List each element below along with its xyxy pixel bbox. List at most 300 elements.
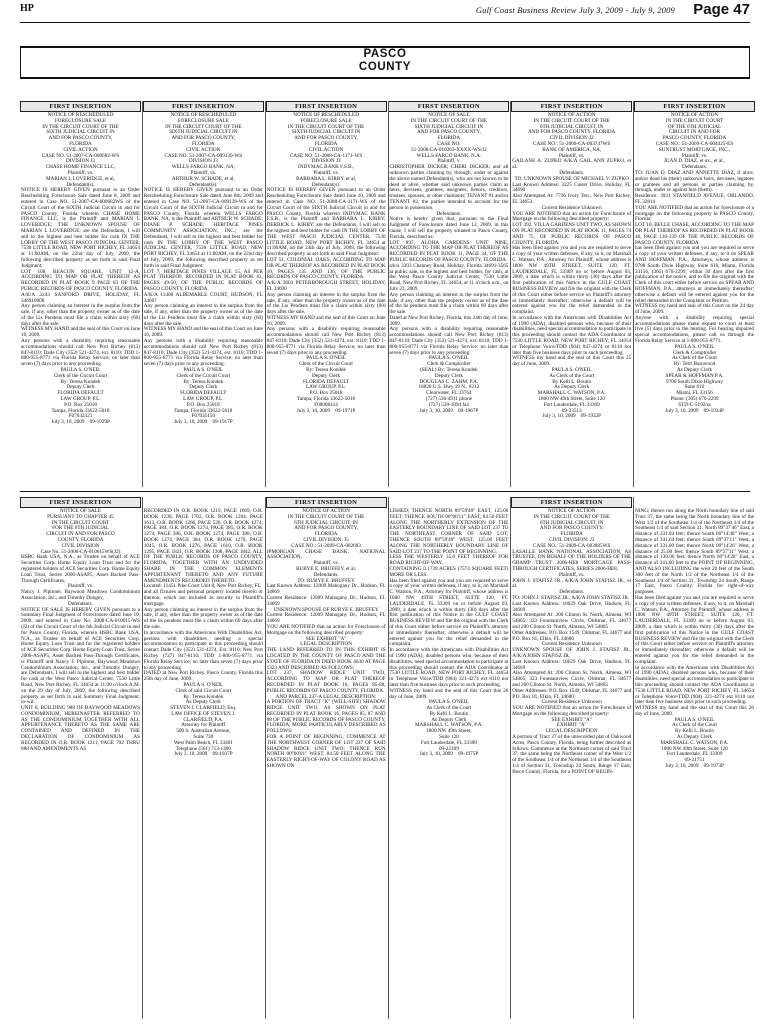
notice-line: As Deputy Clerk <box>185 699 221 706</box>
notice-line: NOTICE OF ACTION <box>302 508 350 514</box>
notice-line: (727) 536-4911 phone <box>425 396 472 403</box>
notice-line: Current Residence Unknown <box>541 204 602 211</box>
notice-line: COUNTY, FLORIDA <box>57 536 104 543</box>
notice-line: By: Teresa Kondek <box>60 378 101 385</box>
notice-line: 6TH JUDICIAL CIRCUIT, IN <box>539 123 604 130</box>
header-rule <box>20 22 750 23</box>
notice-line: 1800 NW 49th Street, <box>426 728 472 735</box>
notice-line: AND FOR PASCO COUNTY, FLORIDA <box>527 129 616 136</box>
notice-line: 500 S. Australian Avenue, <box>176 728 231 735</box>
notice-line: Any persons with a disability requiring reasonable accommodations should call New Port Richey (813) 847-8110; Dade City (352) 521-4274, ext. 8110; TDD 1-800-955-8771 via Florida Relay Service; no later than seven (7) days prior to any proceeding. <box>389 326 510 356</box>
notice-line: LOT 108, BEACON SQUARE, UNIT 12-A, ACCORDING TO MAP OR PLAT THEREOF AS RECORDED IN PLAT BOOK 9 PAGE 63 OF THE PUBLIC RECORDS OF PASCO COUNTY, FLORIDA. <box>21 268 142 292</box>
notice-column <box>388 497 509 1019</box>
notice-line: NING; thence run along the North boundary line of said Tract 37, the same being the North boundary line of the West 1/2 of the Southeast 1/4 of the Northeast 1/4 of the Southeast 1/4 of said Section 31, North 89°37'46" East, a distance of 331.04 feet; thence South 00°14'48" West, a distance of 341.64 feet; thence South 89°37'11" West, a distance of 331.00 feet; thence North 00°14'26" West, a distance of 25.00 feet; thence South 89°37'11" West, a distance of 130.00 feet; thence North 00°14'28" East, a distance of 341.60 feet to the POINT OF BEGINNING, AND ALSO INCLUDING the west 20 feet of the South 300 feet of the North 1/2 of the Northeast 1/4 of the Southeast 1/4 of Section 31, Township 24 South, Range 17 East, Pasco County, Florida for right-of-way purposes. <box>635 508 756 596</box>
notice-line: Also Attempted At: 200 Clinton St. North, Almena, WI 54805; 323 Fountainview Circle, Oldsmar, FL 34677 and 200 Clinton St. North, Almena, WI 54805 <box>512 670 633 688</box>
notice-line: has been filed against you and you are required to serve a copy of your written defenses, if any, to it on SPEAR AND HOFFMAN, P.A., Attorneys, whose address is 9700 South Dixie Highway, Suite 610, Miami, Florida 33156, (305) 670-2299, within 30 days after the first publication of the notice, and to file the original with the Clerk of this court either before service on SPEAR AND HOFFMAN, P.A., attorneys or immediately thereafter; otherwise a default will be entered against you for the relief demanded in the Complaint or Petition. <box>635 245 756 304</box>
notice-line: Fort Lauderdale, FL 33309 <box>543 401 600 408</box>
notice-line: Current Residence: 12009 Mahogany Dr., Hudson, FL 34669 <box>266 594 387 607</box>
notice-line: 18820 U.S. Hwy 19 N., #212 <box>418 384 480 391</box>
notice-line: FLORIDA <box>192 140 215 147</box>
notice-line: LESS THE WESTERLY 35.0 FEET THEREOF FOR ROAD RIGHT-OF-WAY. <box>389 554 510 567</box>
notice-line: FORECLOSURE SALE <box>300 117 352 124</box>
column-separator <box>510 101 511 487</box>
notice-line: SIXTH JUDICIAL CIRCUIT IN <box>169 129 238 136</box>
notice-line: Plaintiff, vs. <box>313 169 339 176</box>
notice-line: Plaintiff, vs. <box>558 571 585 578</box>
notice-line: Defendants. <box>436 210 462 217</box>
notice-line: NOTICE OF ACTION <box>547 508 596 514</box>
notice-line: PAULA S. O'NEIL <box>674 343 715 350</box>
notice-line: Nancy J. Pipitone, Baywood Meadows Condominium Association, Inc., and Timothy Dungey, <box>21 589 142 601</box>
notice-line: CIRCUIT IN AND FOR PASCO <box>46 531 115 538</box>
notice-line: PAULA S. O'NEIL <box>551 367 592 374</box>
notice-line: WELLS FARGO BANK, N.A. <box>416 152 482 159</box>
notice-line: Telephone (561) 713-1400 <box>175 745 231 752</box>
notice-body <box>266 112 387 414</box>
notice-line: 1800 NW 49th Street, Suite 120 <box>661 745 728 752</box>
notice-line: FLORIDA <box>437 135 461 142</box>
notice-body <box>143 112 264 426</box>
page-header <box>20 3 750 17</box>
notice-line: AND FOR PASCO COUNTY, <box>417 129 481 136</box>
notice-body <box>634 508 755 770</box>
notice-line: FLORIDA DEFAULT <box>302 378 350 385</box>
notice-line: A portion of Tract 37 of the unrecorded plat of Oakwood Acres, Pasco County, Florida, being further described as follows: Commence at the Northeast corner of said Tract 37, the same being the Northeast corner of the West 1/2 of the Southeast 1/4 of the Northeast 1/4 of the Southeast 1/4 of Section 31, Township 24 South, Range 17 East, Pasco County, Florida, for a POINT OF BEGIN- <box>512 734 633 775</box>
notice-line: PAULA S. O'NEIL <box>183 681 224 688</box>
notice-body <box>634 112 755 414</box>
notice-line: AND PARCEL 237-A LEGAL DESCRIPTION: <box>275 693 377 700</box>
notice-line: CASE NO.: 51-2009-CA-004425-ES <box>655 140 734 147</box>
notice-line: WITNESS my hand and the seal of this Court this 26 day of June, 2009. <box>635 705 756 717</box>
notice-line: LOT 897, ALOHA GARDENS UNIT NINE, ACCORDING TO THE MAP OR PLAT THEREOF AS RECORDED IN PLAT BOOK 11, PAGE 34, OF THE PUBLIC RECORDS OF PASCO COUNTY, FLORIDA. <box>389 239 510 263</box>
notice-line: IN THE CIRCUIT COURT OF THE <box>42 123 119 130</box>
notice-line: ARTHUR W. SCHADE, et al, <box>171 175 235 182</box>
notice-line: 51-2008-CA-010263-XXXX-WS/J2 <box>410 146 487 153</box>
notice-line: 09-21751 <box>684 757 705 764</box>
notice-line: Clerk of the Circuit Court <box>53 372 108 379</box>
notice-line: INDYMAC BANK F.S.B., <box>298 164 355 171</box>
notice-line: PURSUANT TO CHAPTER 45 <box>47 513 114 520</box>
notice-line: IN THE CIRCUIT COURT OF THE <box>287 123 365 130</box>
notice-line: As Deputy Clerk <box>554 384 590 391</box>
notice-line: Located: 11451 Pike Court Unit 8, New Port Richey, FL <box>143 583 261 590</box>
notice-line: Attorney for Plaintiff <box>181 722 226 729</box>
notice-line: LOT 392, VILLA GARDENS UNIT TWO, AS SHOWN ON PLAT RECORDED IN PLAT BOOK 11, PAGES 74 AND 75, OF PUBLIC RECORDS OF PASCO COUNTY, FLORIDA. <box>512 222 633 246</box>
notice-line: Clerk of the Circuit Court <box>299 361 353 368</box>
notice-line: YOU ARE NOTIFIED that an action for Foreclosure of Mortgage on the following described property: <box>266 623 387 636</box>
notice-line: Defendant(s). <box>66 181 95 188</box>
notice-line: LEGAL DESCRIPTION <box>300 641 352 648</box>
notice-column <box>266 101 387 487</box>
notice-line: (SEAL) By: Teresa Kondek <box>420 367 478 374</box>
notice-line: BANK OF AMERICA, NA, <box>542 146 602 153</box>
notice-line: As Deputy Clerk <box>431 716 467 723</box>
notice-line: Fort Lauderdale, FL 33309 <box>666 751 723 758</box>
bottom-notices-section <box>20 497 756 1019</box>
notice-line: Has been filed against you and you are required to serve a copy of your written defenses, if any, to it, on Marshall C. Watson, P.A., Attorney for Plaintiff, whose address is 1800 NW 49TH STREET, SUITE 120, FT. LAUDERDALE, FL 33309 on or before August 03, 2009, a date which is within thirty (30) days after the first publication of this Notice in the GULF COAST BUSINESS REVIEW and file the original with the Clerk of this Court either before service on Plaintiff's attorney or immediately thereafter; otherwise a default will be entered against you for the relief demanded in the complaint. <box>635 594 756 665</box>
notice-line: By Kelli L. Boutin <box>429 710 469 717</box>
notice-line: Fort Lauderdale, FL 33309 <box>420 739 477 746</box>
notice-line: By: Teresa Kondek <box>306 367 347 374</box>
notice-line: Clerk & Comptroller <box>672 349 717 356</box>
notice-line: RECORDED IN O.R. BOOK 1219, PAGE 1669, O.R. BOOK 1238, PAGE 1702, O.R. BOOK 1264, PAGE 1613, O.R. BOOK 1266, PAGE 526, O.R. BOOK 1274, PAGE 384, O.R. BOOK 1274, PAGE 385, O.R. BOOK 1274, PAGE 386, O.R. BOOK 1274, PAGE 388, O.R. BOOK 1274, PAGE 384, O.R. BOOK 1276, PAGE 1045, O.R. BOOK 1276, PAGE 1610, O.R. BOOK 1295, PAGE 1821, O.R. BOOK 1308, PAGE 1842, ALL OF THE PUBLIC RECORDS OF PASCO COUNTY, FLORIDA, TOGETHER WITH AN UNDIVIDED SHARE IN THE COMMON ELEMENTS APPURTENANT THERETO AND ANY FUTURE AMENDMENTS RECORDED THERETO. <box>143 508 265 584</box>
notice-line: A PORTION OF TRACT "K" (WILL-SITE) SHADOW RIDGE UNIT TWO, AS SHOWN ON PLAT RECORDED IN PLAT BOOK 16, PAGES 85, 87 AND 88 OF THE PUBLIC RECORDS OF PASCO COUNTY, FLORIDA, MORE PARTICULARLY DESCRIBED AS FOLLOWS: <box>266 699 387 735</box>
notice-line: In accordance with the Americans with Disabilities Act of 1990 (ADA), disabled persons who, because of their disabilities, need special accommodation to participate in this proceeding should contact the ADA Coordinator at 7530 LITTLE ROAD, NEW PORT RICHEY, FL 34654 or Telephone Voice/TDD (904) 321-4274 ext 8110 not later than five business days prior to such proceeding. <box>635 664 756 706</box>
notice-line: FORECLOSURE SALE <box>54 117 107 124</box>
notice-line: FORECLOSURE SALE <box>177 117 229 124</box>
notice-line: Clerk of said Circuit Court <box>175 687 232 694</box>
notice-line: Last Known Address: 12009 Mahogany Dr., Hudson, FL 34669 <box>266 583 387 596</box>
insertion-heading: FIRST INSERTION <box>143 101 264 112</box>
notice-line: WITNESS MY HAND and the seal of this Court on June 16, 2009. <box>266 314 387 327</box>
notice-line: IN THE CIRCUIT COURT OF THE <box>533 117 610 124</box>
notice-line: Deputy Clerk <box>312 372 341 379</box>
notice-line: Any persons with a disability requiring reasonable accommodations should call New Port Richey (813) 847-8110; Dade City (352) 521-4274, ext. 8110; TDD 1-800-955-8771 via Florida Relay Service; no later than seven (7) days prior to any proceeding. <box>266 326 387 356</box>
column-separator <box>142 101 143 487</box>
notice-line: 6TH JUDICIAL CIRCUIT, IN <box>539 519 604 526</box>
notice-line: FLORIDA DEFAULT <box>180 390 227 397</box>
notice-line: Last Known Address: 10629 Oak Drive, Hudson, FL 34669 <box>512 658 633 671</box>
notice-line: AND FOR PASCO COUNTY, <box>48 135 113 142</box>
notice-line: LAW GROUP, P.L. <box>183 396 224 403</box>
notice-line: CHASE HOME FINANCE LLC, <box>45 164 116 171</box>
notice-line: IN THE CIRCUIT COURT <box>665 117 724 124</box>
notice-line: Notice is hereby given that, pursuant to the Final Judgment of Foreclosure dated June 12, 2009, in this cause, I will sell the property situated in Pasco County, Florida, described as: <box>389 216 510 240</box>
notice-line: Any persons with a disability requiring reasonable accommodations should call New Port Richey (813) 847-8110; Dade City (352) 521-4274, ext. 8110; TDD 1-800-955-8771 via Florida Relay Service; no later than seven (7) days prior to any proceeding. <box>143 338 265 368</box>
notice-line: CHRISTOPHER DICKER; CHERI DICKER; and all unknown parties claiming by, through, under or against the above named Defendant(s), who are not known to be dead or alive, whether said unknown parties claim as heirs, devisees, grantees, assignees, lienors, creditors, trustees, spouses, or other claimants; TENANT #1 and/or TENANT #2, the parties intended to account for the person in possession. <box>389 164 510 211</box>
notice-line: Case No. 51-2008-CA-010615WS(J2) <box>40 548 121 555</box>
notice-line: SUNTRUST MORTGAGE, INC., <box>658 146 731 153</box>
notice-line: In accordance with the Americans with Disabilities Act of 1990 (ADA), disabled persons who, because of their disabilities, need special accommodation to participate in this proceeding should contact the ADA Coordinator at 7530 LITTLE ROAD, NEW PORT RICHEY, FL 34654 or Telephone Voice/TDD (904) 321-4274 ext 8110 not later than five business days prior to such proceeding. <box>389 647 510 688</box>
notice-body <box>20 112 141 426</box>
county-name-line-1: PASCO <box>363 48 407 60</box>
notice-line: CIRCUIT IN AND FOR <box>668 129 721 136</box>
notice-line: Current Residence Unknown <box>541 699 602 706</box>
notice-line: Any person claiming an interest in the surplus from the sale, if any, other than the property owner as of the date of the Lis Pendens must file a claim within sixty (60) days after the sale. <box>143 303 265 327</box>
notice-line: SIXTH JUDICIAL CIRCUIT IN <box>414 123 484 130</box>
notice-line: Deputy Clerk <box>66 384 95 391</box>
notice-line: CASE NO.: 51-2009-CA-003885WS <box>532 542 611 549</box>
notice-line: CASE NO. 51-2007-CA-000682-WS <box>41 152 120 159</box>
notice-line: TO: JOHN J. STAFISZ JR., A/K/A JOHN STAFISZ JR. <box>512 594 630 601</box>
notice-line: 6TH JUDICIAL CIRCUIT, IN <box>294 519 358 526</box>
notice-line: A/K/A 3603 PETERBOROUGH STREET, HOLIDAY, FL 34690 <box>266 280 387 292</box>
notice-line: DIVISION J3 <box>188 158 218 165</box>
notice-line: AND FOR PASCO COUNTY, <box>294 135 358 142</box>
notice-line: PAULA S. O'NEIL <box>428 699 469 706</box>
insertion-heading: FIRST INSERTION <box>266 101 387 112</box>
notice-line: SIXTH JUDICIAL CIRCUIT IN <box>46 129 115 136</box>
notice-line: LAW OFFICE OF STEVEN J. <box>171 710 236 717</box>
insertion-heading: FIRST INSERTION <box>511 101 632 112</box>
notice-column <box>388 101 509 487</box>
notice-line: 9700 South Dixie Highway <box>666 378 723 385</box>
section-code: HP <box>20 3 34 14</box>
notice-line: LAW GROUP, P.L. <box>305 384 347 391</box>
notice-line: DOUGLAS C. ZAHM, P.A. <box>419 378 479 385</box>
notice-line: IN THE CIRCUIT COURT OF THE <box>533 513 610 520</box>
notice-line: 1800 NW 49th Street, Suite 120 <box>538 396 605 403</box>
notice-line: In accordance with the Americans with Disabilities Act of 1990 (ADA), disabled persons who, because of their disabilities, need special accommodation to participate in this proceeding should contact the ADA Coordinator at 7530 LITTLE ROAD, NEW PORT RICHEY, FL 34654 or Telephone Voice/TDD (904) 847-4274 or 8110 not later than five business days prior to such proceeding. <box>512 314 633 356</box>
notice-line: WITNESS my hand and seal of this Court on the 24 day of June, 2009. <box>635 303 756 316</box>
notice-line: NOTICE OF SALE <box>428 112 470 118</box>
notice-line: Any person claiming an interest in the surplus from the sale, if any, other than the property owner as of the date of the lis pendens must file a claim within 60 days after the sale. <box>143 606 265 630</box>
notice-line: Has been filed against you and you are required to serve a copy of your written defenses, if any, to it, on Marshall C. Watson, P.A., Attorney for Plaintiff, whose address is 1800 NW 49TH STREET, SUITE 120, FT. LAUDERDALE, FL 33309 on or before August 03, 2009, a date which is within thirty (30) days after the first publication of this Notice in the GULF COAST BUSINESS REVIEW and file the original with the Clerk of this Court either before service on Plaintiff's attorney or immediately thereafter; otherwise a default will be entered against you for the relief demanded in the complaint. <box>389 577 510 648</box>
notice-line: LOT 7, HERITAGE PINES VILLAGE 15, AS PER PLAT THEREOF, RECORDED IN PLAT BOOK 43, PAGES 49-50, OF THE PUBLIC RECORDS OF PASCO COUNTY, FLORIDA. <box>143 268 265 292</box>
notice-line: NOTICE OF SALE <box>59 508 102 514</box>
notice-body <box>143 508 264 758</box>
notice-line: DIVISION J3 <box>311 158 341 165</box>
notice-line: P.O. Box 25018 <box>186 401 220 408</box>
notice-line: FLORIDA <box>314 140 338 147</box>
notice-line: EXHIBIT "A" <box>556 722 587 729</box>
notice-line: July 3, 10, 2009 09-1971P <box>296 407 356 414</box>
notice-line: DATED at New Port Richey, Pasco County, Florida this 25th day of June, 2009. <box>143 670 265 683</box>
county-banner <box>20 46 750 79</box>
notice-line: CIVIL DIVISION: J5 <box>303 536 349 543</box>
column-separator <box>265 497 266 1019</box>
insertion-heading: FIRST INSERTION <box>511 497 632 508</box>
notice-column <box>266 497 387 1019</box>
notice-line: AND FOR PASCO COUNTY, <box>171 135 236 142</box>
notice-line: PAULA S. O'NEIL <box>183 367 224 374</box>
notice-line: GAILANE A. ZUPKO A/K/A GAIL ANN ZUPKO, et al. <box>512 158 633 171</box>
notice-line: Current Residence: 12009 Mahogany Dr., Hudson, FL 34669 <box>266 612 387 625</box>
notice-line: CIVIL DIVISION J2 <box>549 135 594 142</box>
notice-line: LAW GROUP, P.L. <box>60 396 101 403</box>
notice-line: NOTICE OF SALE IS HEREBY GIVEN pursuant to a Summary Final Judgment of Foreclosure dated June 10, 2009, and entered in Case No. 2008-CA-010615-WS (J2) of the Circuit Court of the 6th Judicial Circuit in and for Pasco County, Florida, wherein HSBC Bank USA, N.A., as Trustee on behalf of ACE Securities Corp. Home Equity Loan Trust and for the registered holders of ACE Securities Corp. Home Equity Loan Trust, Series 2006-ASAP5, Asset Backed Pass-Through Certificates, is Plaintiff and Nancy J. Pipitone, Baywood Meadows Condominium Association, Inc., and Timothy Dungey, are Defendants, I will sell to the highest and best bidder for cash at the West Pasco Judicial Center, 7530 Little Road, New Port Richey, FL 34654 at 11:00 o'clock A.M. on the 29 day of July, 2009, the following described property as set forth in said Summary Final Judgment, to-wit: <box>21 606 142 706</box>
notice-line: Anyone with a disability requiring special accommodations please make request to court at least five (5) days prior to the hearing. For hearing impaired special accommodations, please call us through the Florida Relay Service at 1-800-955-8771. <box>635 314 756 345</box>
notice-line: A/K/A 3243 SANFORD DRIVE, HOLIDAY, FL 346910000 <box>21 291 142 304</box>
notice-line: CIVIL DIVISION <box>61 542 100 549</box>
column-separator <box>633 101 634 487</box>
notice-line: Other Addresses: P.O. Box 1549, Oldsmar, FL 34677 and P.O. Box 81, Elkin, FL 34680 <box>512 629 633 642</box>
notice-line: As Deputy Clerk <box>676 734 713 741</box>
notice-line: LASALLE BANK NATIONAL ASSOCIATION, AS TRUSTEE, ON BEHALF OF THE HOLDERS OF THE GRAMP TRUST 2006-HE8 MORTGAGE PASS-THROUGH CERTIFICATES, SERIES 2006-HE8, <box>512 548 633 572</box>
notice-line: July 3, 10, 2009 09-1932P <box>542 413 602 420</box>
notice-line: CIVIL ACTION <box>63 146 98 153</box>
notice-line: CASE NO. 51-2008-CA-1171-WS <box>289 152 363 159</box>
notice-line: Deputy Clerk <box>189 384 218 391</box>
notice-line: NOTICE IS HEREBY GIVEN pursuant to an Order Rescheduling Foreclosure Sale dated June 8th, 2009 and entered in Case NO. 51-2007-CA-009139-WS of the Circuit Court of the SIXTH Judicial Circuit in and for PASCO County, Florida wherein WELLS FARGO BANK, NA, is the Plaintiff and ARTHUR W. SCHADE; DIANE P. SCHADE; HERITAGE PINES COMMUNITY ASSOCIATION, INC.; are the Defendants, I will sell to the highest and best bidder for cash IN THE LOBBY OF THE WEST PASCO JUDICIAL CENTER, 7530 LITTLE ROAD, NEW PORT RICHEY, FL 34654 at 11:00AM, on the 22nd day of July, 2009, the following described property as set forth in said Final Judgment: <box>143 187 265 269</box>
column-separator <box>388 101 389 487</box>
notice-line: As Clerk of the Court <box>426 705 472 712</box>
notice-line: By Kelli L. Boutin <box>675 728 714 735</box>
notice-line: By: Teresa Kondek <box>183 378 224 385</box>
notice-line: NOTICE OF ACTION <box>670 112 719 118</box>
notice-line: (727) 539-1094 fax <box>428 401 470 408</box>
notice-line: AND FOR PASCO COUNTY, <box>294 525 358 532</box>
notice-line: Deputy Clerk <box>434 372 463 379</box>
notice-line: MARSHALL C. WATSON, P.A. <box>537 390 606 397</box>
notice-body <box>388 112 509 414</box>
notice-line: In accordance with the Americans With Disabilities Act, persons with disabilities needing a special accommodation to participate in this proceeding should contact Dade City (352) 521-4274, Ext. 8110; New Port Richey (727) 847-8110; TDD 1-800-955-8771 via Florida Relay Service; no later than seven (7) days prior to any proceeding. <box>143 629 265 671</box>
notice-column <box>20 101 141 487</box>
notice-line: As Clerk of the Court <box>672 355 717 362</box>
notice-line: FOR A POINT OF BEGINNING, COMMENCE AT THE NORTHWEST CORNER OF LOT 237 OF SAID SHADOW RIDGE UNIT TWO; THENCE RUN NORTH 00°00'01" WEST, 84.50 FEET ALONG THE EASTERLY RIGHT-OF-WAY OF COLONY ROAD AS SHOWN ON <box>266 734 387 770</box>
notice-line: IN THE CIRCUIT COURT OF THE <box>287 513 365 520</box>
notice-line: July 3, 10, 2009 09-1937P <box>173 751 233 758</box>
notice-column <box>511 497 632 1019</box>
notice-line: July 3, 10, 2009 09-1929P <box>51 419 110 426</box>
notice-line: Suite 610 <box>684 384 705 391</box>
notice-line: AND FOR PASCO COUNTY, <box>539 525 604 532</box>
notice-line: Residence: 3931 STANFIELD AVENUE, ORLANDO, FL 32814 <box>635 193 756 205</box>
notice-line: A/K/A 11408 ALBEMARLE COURT, HUDSON, FL 34667 <box>143 291 265 304</box>
notice-line: Tampa, Florida 33622-5018 <box>297 396 356 403</box>
notice-line: Tampa, Florida 33622-5018 <box>51 407 110 414</box>
notice-line: Last Known Address: 10629 Oak Drive, Hudson, FL 34669 <box>512 600 633 613</box>
notice-line: LOT 51, COLONIAL OAKS, ACCORDING TO MAP OR PLAT THEREOF AS RECORDED IN PLAT BOOK 10, PAGES 135 AND 136, OF THE PUBLIC RECORDS OF PASCO COUNTY, FLORIDA. <box>266 256 387 281</box>
notice-line: JPMORGAN CHASE BANK, NATIONAL ASSOCIATION, <box>266 548 387 561</box>
notice-line: Also Attempted At: 200 Clinton St. North, Almena, WI 54805; 323 Fountainview Circle, Oldsmar, FL 34677 and 200 Clinton St. North, Almena, WI 54805 <box>512 612 633 630</box>
notice-line: PAULA S. O'NEIL <box>674 716 715 723</box>
notice-line: July 3, 10, 2009 09-1973P <box>665 763 724 770</box>
notice-line: Also Attempted At: 7736 Ivory Terr., New Port Richey, FL 34653 <box>512 193 633 205</box>
notice-line: Plaintiff, vs. <box>67 169 94 176</box>
notice-line: Any persons with a disability requiring reasonable accommodations should call New Port Richey (813) 847-8110; Dade City (352) 521-4274, ext. 8110; TDD 1-800-955-8771 via Florida Relay Service; no later than seven (7) days prior to any proceeding. <box>21 338 142 368</box>
notice-line: As Clerk of the Court <box>672 722 717 729</box>
notice-line: Defendants. <box>313 571 339 578</box>
notice-line: YOU ARE NOTIFIED that an action for Foreclosure of Mortgage on the following described property: <box>512 210 633 223</box>
notice-line: NOTICE OF RESCHEDULED <box>47 112 114 118</box>
notice-line: IN THE CIRCUIT COURT OF THE <box>165 123 242 130</box>
notice-line: JOHN J. STAFISZ JR., A/K/A JOHN STAFISZ JR., et al. <box>512 577 633 590</box>
notice-line: Defendants. <box>559 589 585 596</box>
notice-column <box>511 101 632 487</box>
notice-line: FLORIDA <box>314 531 338 538</box>
insertion-heading: FIRST INSERTION <box>20 497 141 508</box>
notice-line: TO: RUBYE E. BRUFFEY <box>297 577 355 584</box>
notice-line: WITNESS my hand and the seal of this Court this 25 day of June, 2009. <box>512 355 633 368</box>
notice-line: OF THE 6TH JUDICIAL <box>667 123 722 130</box>
notice-line: WELLS FARGO BANK, NA, <box>171 164 235 171</box>
notice-line: SIXTH JUDICIAL CIRCUIT IN <box>291 129 361 136</box>
column-separator <box>633 497 634 1019</box>
notice-line: IN THE CIRCUIT COURT OF THE <box>410 117 488 124</box>
notice-line: LEGAL DESCRIPTION <box>545 728 598 735</box>
notice-line: MARSHALL C. WATSON, P.A. <box>660 739 729 746</box>
notice-line: STD-C-5192/ss <box>678 401 711 408</box>
notice-line: PAULA S. O'NEIL <box>306 355 346 362</box>
notice-body <box>511 112 632 420</box>
publication-line: Gulf Coast Business Review July 3, 2009 - July 9, 2009 <box>475 5 675 15</box>
notice-line: LOT 237, SHADOW RIDGE UNIT TWO, ACCORDING TO MAP OR PLAT THEREOF RECORDED IN PLAT BOOK 16, PAGES 85-88, PUBLIC RECORDS OF PASCO COUNTY, FLORIDA. <box>266 670 387 694</box>
notice-line: NOTICE OF RESCHEDULED <box>293 112 359 118</box>
top-notices-section <box>20 101 756 487</box>
notice-line: CASE NO. 51-2007-CA-009139-WS <box>164 152 243 159</box>
notice-line: July 3, 10, 2009 09-1967P <box>419 407 479 414</box>
notice-line: WITNESS MY HAND and the seal of this Court on June 10, 2009. <box>143 326 265 339</box>
notice-line: CASE NO.: 51-2009-CA-003747WS <box>532 140 611 147</box>
notice-line: NOTICE IS HEREBY GIVEN pursuant to an Order Rescheduling Foreclosure Sale dated June 10, 2009 and entered in Case NO. 51-2008-CA-1171-WS of the Circuit Court of the SIXTH Judicial Circuit in and for PASCO County, Florida wherein INDYMAC BANK F.S.B., is the Plaintiff and BARBARA L. KIRBY; DERRICK L. KIRBY; are the Defendants, I will sell to the highest and best bidder for cash IN THE LOBBY OF THE WEST PASCO JUDICIAL CENTER, 7530 LITTLE ROAD, NEW PORT RICHEY, FL 34654 at 11:00AM, on the 24th day of July, 2009, the following described property as set forth in said Final Judgment: <box>266 187 387 258</box>
notice-line: UNIT 8, BUILDING 988 OF BAYWOOD MEADOWS CONDOMINIUM, HEREINAFTER REFERRED TO AS THE CONDOMINIUM TOGETHER WITH ALL APPURTENANCE THERETO AS THE SAME ARE CONTAINED AND DEFINED IN THE DECLARATION OF CONDOMINIUM AS RECORDED IN O.R. BOOK 1211, PAGE 792 THRU 888 AND AMENDMENTS AS <box>21 705 142 752</box>
notice-line: Clearwater, FL 33764 <box>426 390 472 397</box>
insertion-heading: FIRST INSERTION <box>388 101 509 112</box>
notice-line: P.O. Box 25018 <box>64 401 97 408</box>
notice-line: July 3, 10, 2009 09-1917P <box>173 419 233 426</box>
insertion-heading: FIRST INSERTION <box>20 101 141 112</box>
notice-line: July 3, 10, 2009 09-1975P <box>419 751 479 758</box>
notice-line: As Deputy Clerk <box>676 367 713 374</box>
notice-line: Any person claiming an interest in the surplus from the sale, if any, other than the property owner as of the date of the lis pendens must file a claim within 60 days after the sale. <box>389 291 510 316</box>
notice-line: By Kelli L. Boutin <box>552 378 592 385</box>
column-separator <box>510 497 511 1019</box>
notice-line: LISHED; THENCE NORTH 89°59'49" EAST, 125.00 FEET; THENCE SOUTH 00°00'11" EAST, 84.50 FEET ALONG THE NORTHERLY EXTENSION OF THE EASTERLY BOUNDARY LINE OF SAID LOT 237 TO THE NORTHEAST CORNER OF SAID LOT; THENCE SOUTH 89°59'49" WEST, 125.00 FEET ALONG THE NORTHERLY BOUNDARY LINE OF SAID LOT 237 TO THE POINT OF BEGINNING. <box>389 508 510 555</box>
notice-line: Other Addresses: P.O. Box 1549, Oldsmar, FL 34677 and P.O. Box 81, Elkin, FL 34680 <box>512 687 633 700</box>
notice-line: HSBC Bank USA, N.A., as Trustee on behalf of ACE Securities Corp. Home Equity Loan Trust and for the registered holders of ACE Securities Corp. Home Equity Loan Trust, Series 2006-ASAP5, Asset Backed Pass-Through Certificates, <box>21 554 142 584</box>
notice-column <box>143 101 264 487</box>
notice-line: YOU ARE NOTIFIED that an action for foreclosure of a mortgage on the following property in PASCO County, Florida: <box>635 204 756 223</box>
notice-line: NOTICE IS HEREBY GIVEN pursuant to an Order Rescheduling Foreclosure Sale dated June 8, 2009 and entered in Case NO. 51-2007-CA-000682WS of the Circuit Court of the SIXTH Judicial Circuit in and for PASCO County, Florida wherein CHASE HOME FINANCE LLC, is the Plaintiff and MARIAN L LOVERIDGE; THE UNKNOWN SPOUSE OF MARIAN L LOVERIDGE; are the Defendants, I will sell to the highest and best bidder for cash IN THE LOBBY OF THE WEST PASCO JUDICIAL CENTER, 7530 LITTLE ROAD, NEW PORT RICHEY, FL 34654 at 11:00AM, on the 22nd day of July, 2009, the following described property as set forth in said Final Judgment: <box>21 187 142 269</box>
notice-line: Has been filed against you and you are required to serve a copy of your written defenses, if any, to it, on Marshall C. Watson, P.A., Attorney for Plaintiff, whose address is 1800 NW 49TH STREET, SUITE 120, FT. LAUDERDALE, FL 33309 on or before August 03, 2009, a date which is within thirty (30) days after the first publication of this Notice in the GULF COAST BUSINESS REVIEW and file the original with the Clerk of this Court either before service on Plaintiff's attorney or immediately thereafter; otherwise a default will be entered against you for the relief demanded in the complaint. <box>512 245 633 316</box>
notice-line: Defendant(s). <box>189 181 218 188</box>
notice-column <box>143 497 264 1019</box>
county-name-line-2: COUNTY <box>358 60 412 73</box>
notice-line: BARBARA L. KIRBY, et al, <box>296 175 357 182</box>
notice-line: As Clerk of the Court <box>549 372 595 379</box>
column-separator <box>265 101 266 487</box>
notice-body <box>20 508 141 752</box>
notice-line: 09-23513 <box>561 407 582 414</box>
notice-body <box>266 508 387 770</box>
notice-line: CASE NO.: 51-2009-CA-002683 <box>291 542 361 549</box>
notice-line: TO: JUAN D. DIAZ AND ANNETTE DIAZ, if alive, and/or dead his (their) unknown heirs, devisees, legatees or grantees and all persons or parties claiming by, through, under or against him (them). <box>635 169 756 194</box>
notice-line: Plaintiff, v. <box>437 158 461 165</box>
notice-line: Miami, FL 33156 <box>676 390 713 397</box>
notice-line: By: Terri Barnwood <box>673 361 716 368</box>
notice-line: West Palm Beach, FL 33401 <box>173 739 233 746</box>
page-number: Page 47 <box>693 1 750 18</box>
notice-line: F08008414 <box>314 401 338 408</box>
notice-column <box>634 101 755 487</box>
notice-line: LOT 10, BELLE CHASE, ACCORDING TO THE MAP OR PLAT THEREOF AS RECORDED IN PLAT BOOK 46, PAGE 136-139 OF THE PUBLIC RECORDS OF PASCO COUNTY, FLORIDA. <box>635 222 756 246</box>
notice-line: Any person claiming an interest in the surplus from the sale, if any, other than the property owner as of the date of the Lis Pendens must file a claim within sixty (60) days after the sale. <box>21 303 142 327</box>
insertion-heading: FIRST INSERTION <box>634 101 755 112</box>
notice-line: Suite 120 <box>439 734 459 741</box>
notice-body <box>511 508 632 776</box>
notice-line: DIVISION J3 <box>66 158 95 165</box>
notice-line: Tampa, Florida 33622-5018 <box>174 407 233 414</box>
notice-line: PASCO COUNTY, FLORIDA <box>662 135 727 142</box>
notice-line: 09-22109 <box>438 745 459 752</box>
notice-line: By: Teresa Kondek <box>183 693 224 700</box>
notice-line: UNKNOWN SPOUSE OF RUBYE E. BRUFFEY <box>273 606 379 613</box>
notice-line: F07032321 <box>68 413 93 420</box>
notice-line: WITNESS MY HAND and the seal of this Court on June 10, 2009. <box>21 326 142 339</box>
notice-line: Defendants. <box>559 169 585 176</box>
notice-line: Defendant(s). <box>311 181 341 188</box>
notice-line: RUBYE E. BRUFFEY, et al. <box>296 565 357 572</box>
notice-line: Defendants. <box>68 600 93 607</box>
notice-line: P.O. Box 25018 <box>309 390 343 397</box>
notice-line: YOU ARE NOTIFIED that an action for Foreclosure of Mortgage on the following described property: <box>512 705 633 717</box>
notice-line: Current Residence Unknown <box>541 641 602 648</box>
notice-line: PAULA S. O'NEIL <box>60 367 101 374</box>
notice-line: F07035150 <box>191 413 216 420</box>
notice-column <box>634 497 755 1019</box>
notice-line: Plaintiff, vs. <box>190 169 216 176</box>
notice-line: Last Known Address: 3225 Custer Drive, Holiday, FL 34690 <box>512 181 633 194</box>
notice-line: SEE EXHIBIT "A" <box>305 635 347 642</box>
notice-line: NOTICE OF RESCHEDULED <box>170 112 237 118</box>
notice-column <box>20 497 141 1019</box>
notice-line: WITNESS my hand and the seal of this Court this 26 day of June, 2009. <box>389 687 510 700</box>
notice-line: Plaintiff, vs. <box>558 152 585 159</box>
column-separator <box>142 497 143 1019</box>
notice-line: Clerk of the Circuit Court <box>176 372 231 379</box>
column-separator <box>388 497 389 1019</box>
